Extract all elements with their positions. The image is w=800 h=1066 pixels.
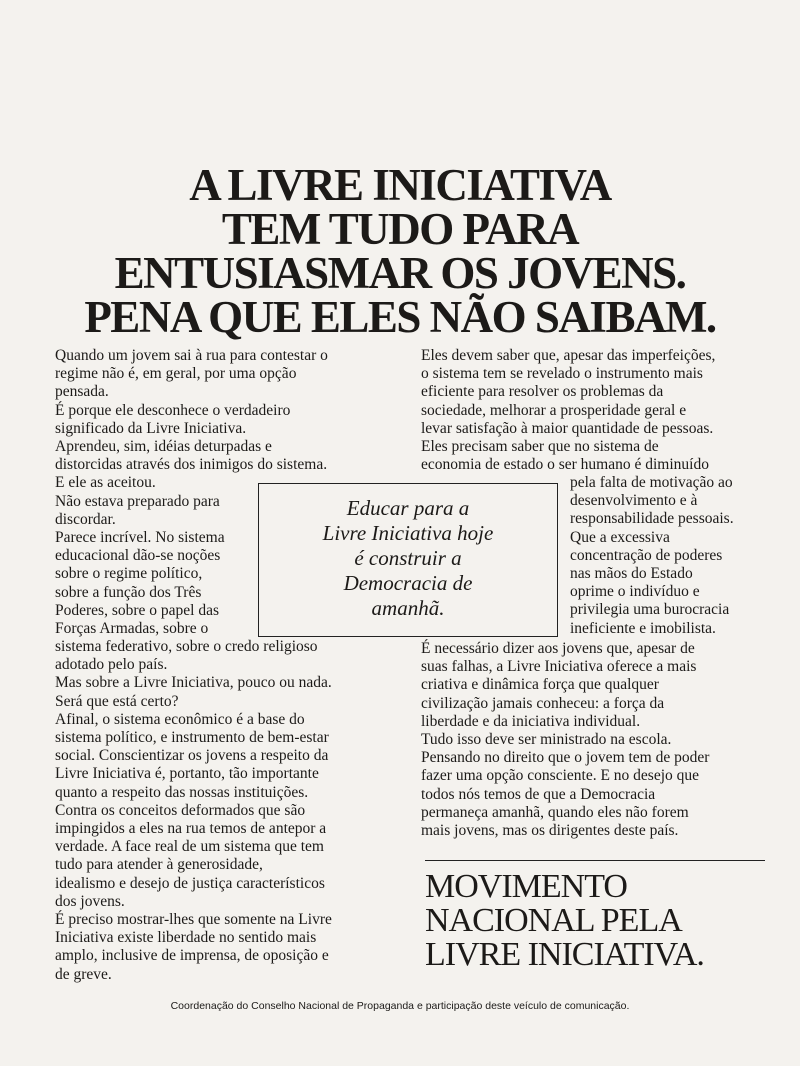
text-line: educacional dão-se noções: [55, 547, 221, 565]
headline-line: A LIVRE INICIATIVA: [189, 160, 611, 210]
pull-quote-line: Democracia de: [343, 571, 473, 595]
text-line: sobre a função dos Três: [55, 583, 202, 601]
text-line: Aprendeu, sim, idéias deturpadas e: [55, 438, 272, 456]
text-line: responsabilidade pessoais.: [570, 510, 734, 528]
text-line: Não estava preparado para: [55, 492, 220, 510]
left-column-continued: [55, 638, 332, 984]
text-line: Tudo isso deve ser ministrado na escola.: [421, 731, 672, 749]
text-line: discordar.: [55, 510, 116, 528]
text-line: o sistema tem se revelado o instrumento mais: [421, 365, 703, 383]
text-line: É porque ele desconhece o verdadeiro: [55, 401, 291, 419]
text-line: nas mãos do Estado: [570, 565, 693, 583]
text-line: tudo para atender à generosidade,: [55, 856, 263, 874]
text-line: desenvolvimento e à: [570, 492, 698, 510]
text-line: oprime o indivíduo e: [570, 583, 700, 601]
headline-line: PENA QUE ELES NÃO SAIBAM.: [84, 292, 716, 342]
text-line: Pensando no direito que o jovem tem de poder: [421, 749, 710, 767]
pull-quote-line: Educar para a: [346, 496, 470, 520]
text-line: impingidos a eles na rua temos de antepor a: [55, 820, 327, 838]
pull-quote-line: Livre Iniciativa hoje: [322, 521, 494, 545]
text-line: Afinal, o sistema econômico é a base do: [55, 710, 305, 728]
text-line: levar satisfação à maior quantidade de pessoas.: [421, 419, 714, 437]
text-line: Iniciativa existe liberdade no sentido mais: [55, 929, 317, 947]
text-line: permaneça amanhã, quando eles não forem: [421, 803, 689, 821]
text-line: idealismo e desejo de justiça característicos: [55, 874, 325, 892]
text-line: quanto a respeito das nossas instituições.: [55, 783, 309, 801]
text-line: Que a excessiva: [570, 528, 670, 546]
text-line: dos jovens.: [55, 892, 125, 910]
right-column-top: [421, 347, 715, 474]
pull-quote-box: [258, 483, 558, 637]
text-line: Será que está certo?: [55, 692, 179, 710]
text-line: verdade. A face real de um sistema que tem: [55, 838, 324, 856]
text-line: Parece incrível. No sistema: [55, 529, 225, 547]
text-line: ineficiente e imobilista.: [570, 619, 716, 637]
text-line: sistema político, e instrumento de bem-estar: [55, 729, 329, 747]
signature-block: [425, 870, 704, 972]
text-line: mais jovens, mas os dirigentes deste país.: [421, 822, 679, 840]
text-line: É necessário dizer aos jovens que, apesar de: [421, 640, 695, 657]
footer-credit: Coordenação do Conselho Nacional de Propaganda e participação deste veículo de comunicação.: [170, 1000, 630, 1012]
signature-line: NACIONAL PELA: [425, 902, 682, 939]
text-line: significado da Livre Iniciativa.: [55, 419, 247, 437]
text-line: Contra os conceitos deformados que são: [55, 801, 306, 819]
text-line: regime não é, em geral, por uma opção: [55, 365, 297, 383]
text-line: todos nós temos de que a Democracia: [421, 785, 656, 803]
text-line: privilegia uma burocracia: [570, 601, 730, 619]
text-line: Livre Iniciativa é, portanto, tão importante: [55, 765, 319, 783]
text-line: pensada.: [55, 383, 109, 401]
pull-quote-line: é construir a: [354, 546, 462, 570]
signature-line: MOVIMENTO: [425, 868, 627, 905]
text-line: pela falta de motivação ao: [570, 474, 733, 491]
text-line: amplo, inclusive de imprensa, de oposição e: [55, 947, 329, 965]
text-line: Mas sobre a Livre Iniciativa, pouco ou nada.: [55, 674, 332, 692]
text-line: sistema federativo, sobre o credo religioso: [55, 638, 318, 655]
headline: [40, 160, 760, 342]
text-line: É preciso mostrar-lhes que somente na Livre: [55, 911, 332, 929]
text-line: Poderes, sobre o papel das: [55, 601, 219, 619]
text-line: de greve.: [55, 965, 112, 983]
text-line: fazer uma opção consciente. E no desejo que: [421, 767, 700, 785]
text-line: economia de estado o ser humano é diminuído: [421, 456, 709, 474]
text-line: criativa e dinâmica força que qualquer: [421, 676, 659, 694]
headline-line: TEM TUDO PARA: [221, 204, 579, 254]
text-line: E ele as aceitou.: [55, 474, 156, 492]
pull-quote-line: amanhã.: [371, 596, 445, 620]
text-line: Eles precisam saber que no sistema de: [421, 438, 659, 456]
text-line: Eles devem saber que, apesar das imperfeições,: [421, 347, 716, 364]
signature-divider: [425, 860, 765, 861]
text-line: distorcidas através dos inimigos do sistema.: [55, 456, 328, 474]
text-line: sobre o regime político,: [55, 565, 203, 583]
text-line: concentração de poderes: [570, 546, 723, 564]
text-line: suas falhas, a Livre Iniciativa oferece a mais: [421, 658, 697, 676]
right-column-side: [570, 474, 734, 638]
text-line: sociedade, melhorar a prosperidade geral e: [421, 401, 687, 419]
text-line: liberdade e da iniciativa individual.: [421, 712, 641, 730]
signature-line: LIVRE INICIATIVA.: [425, 936, 704, 973]
headline-line: ENTUSIASMAR OS JOVENS.: [114, 248, 686, 298]
text-line: civilização jamais conheceu: a força da: [421, 694, 665, 712]
text-line: eficiente para resolver os problemas da: [421, 383, 664, 401]
text-line: Forças Armadas, sobre o: [55, 620, 209, 638]
text-line: Quando um jovem sai à rua para contestar o: [55, 347, 328, 364]
right-column-bottom: [421, 640, 709, 840]
text-line: adotado pelo país.: [55, 656, 168, 674]
text-line: social. Conscientizar os jovens a respeito da: [55, 747, 329, 765]
